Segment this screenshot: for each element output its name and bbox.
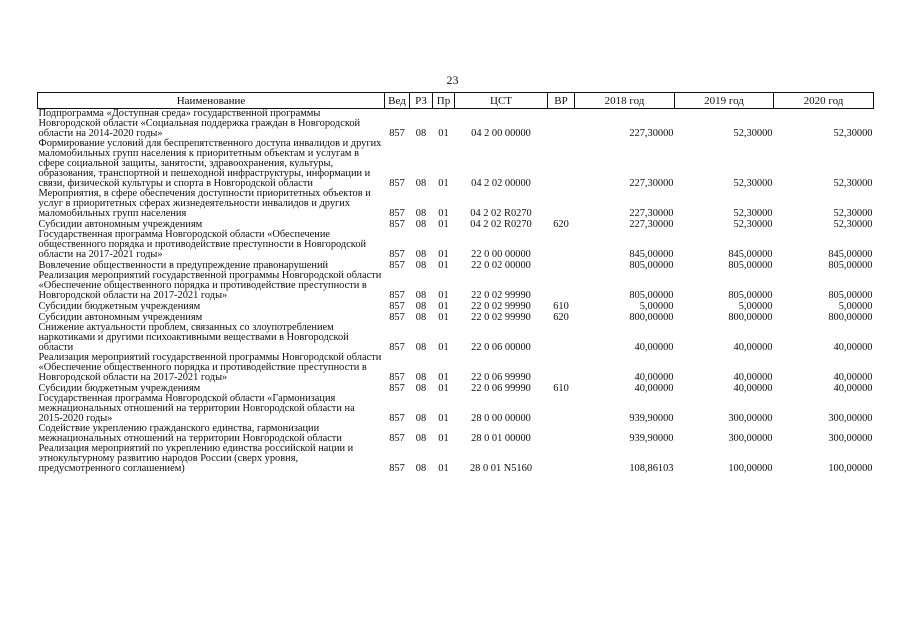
row-2018: 227,30000: [629, 178, 674, 189]
row-pr: 01: [438, 128, 449, 139]
row-cst: 22 0 00 00000: [471, 249, 531, 260]
row-2018: 108,86103: [629, 463, 674, 474]
row-name: Субсидии автономным учреждениям: [38, 219, 203, 230]
table-row: [38, 444, 874, 474]
row-ved: 857: [389, 128, 405, 139]
row-2020: 300,00000: [828, 433, 873, 444]
row-2020: 52,30000: [833, 219, 873, 230]
row-pr: 01: [438, 433, 449, 444]
row-name: Реализация мероприятий по укреплению единства российской нации и этнокультурному развитию народов России (сверх уровня, предусмотренного соглашением): [38, 443, 354, 474]
row-cst: 22 0 02 99990: [471, 301, 531, 312]
row-2020: 805,00000: [828, 260, 873, 271]
row-2020: 52,30000: [833, 128, 873, 139]
row-2019: 805,00000: [728, 260, 773, 271]
row-ved: 857: [389, 413, 405, 424]
row-ved: 857: [389, 342, 405, 353]
row-2018: 805,00000: [629, 290, 674, 301]
row-2019: 805,00000: [728, 290, 773, 301]
row-rz: 08: [415, 301, 427, 312]
row-vr: 620: [553, 312, 569, 323]
table-row: [38, 189, 874, 219]
row-ved: 857: [389, 249, 405, 260]
row-2019: 800,00000: [728, 312, 773, 323]
row-vr: [548, 271, 575, 301]
row-rz: 08: [415, 128, 427, 139]
row-rz: 08: [415, 433, 427, 444]
header-ved: Вед: [385, 93, 410, 109]
row-2019: 300,00000: [728, 433, 773, 444]
row-name: Государственная программа Новгородской области «Обеспечение общественного порядка и противодействие преступности в Новгородской области на 2017-2021 годы»: [38, 229, 367, 260]
row-rz: 08: [415, 260, 427, 271]
header-2019: 2019 год: [675, 93, 774, 109]
row-name: Снижение актуальности проблем, связанных со злоупотреблением наркотиками и другими психоактивными веществами в Новгородской области: [38, 322, 349, 353]
row-2019: 100,00000: [728, 463, 773, 474]
row-2018: 939,90000: [629, 413, 674, 424]
row-pr: 01: [438, 312, 449, 323]
row-name: Реализация мероприятий государственной программы Новгородской области «Обеспечение общественного порядка и противодействие преступности в Новгородской области на 2017-2021 годы»: [38, 352, 382, 383]
row-vr: [548, 139, 575, 189]
row-rz: 08: [415, 312, 427, 323]
row-2020: 845,00000: [828, 249, 873, 260]
table-row: [38, 323, 874, 353]
row-name: Субсидии бюджетным учреждениям: [38, 301, 201, 312]
row-2018: 939,90000: [629, 433, 674, 444]
row-pr: 01: [438, 249, 449, 260]
row-ved: 857: [389, 463, 405, 474]
row-vr: 610: [553, 301, 569, 312]
row-vr: [548, 394, 575, 424]
row-cst: 28 0 01 00000: [471, 433, 531, 444]
row-ved: 857: [389, 433, 405, 444]
row-pr: 01: [438, 383, 449, 394]
row-2020: 40,00000: [833, 383, 873, 394]
row-2020: 300,00000: [828, 413, 873, 424]
row-cst: 22 0 02 99990: [471, 312, 531, 323]
row-pr: 01: [438, 208, 449, 219]
row-vr: [548, 109, 575, 140]
row-2019: 5,00000: [738, 301, 773, 312]
header-2018: 2018 год: [575, 93, 675, 109]
row-2020: 52,30000: [833, 178, 873, 189]
table-body: [38, 109, 874, 475]
row-cst: 22 0 06 99990: [471, 383, 531, 394]
table-row: [38, 424, 874, 444]
row-rz: 08: [415, 178, 427, 189]
row-name: Субсидии бюджетным учреждениям: [38, 383, 201, 394]
row-2018: 805,00000: [629, 260, 674, 271]
row-cst: 22 0 02 99990: [471, 290, 531, 301]
row-2019: 40,00000: [733, 372, 773, 383]
row-cst: 28 0 01 N5160: [469, 463, 533, 474]
row-2018: 227,30000: [629, 208, 674, 219]
row-2019: 52,30000: [733, 128, 773, 139]
row-vr: [548, 323, 575, 353]
row-2020: 40,00000: [833, 342, 873, 353]
row-cst: 22 0 06 00000: [471, 342, 531, 353]
page-number: 23: [446, 73, 459, 87]
row-2018: 227,30000: [629, 219, 674, 230]
row-2019: 845,00000: [728, 249, 773, 260]
row-cst: 22 0 02 00000: [471, 260, 531, 271]
row-2018: 227,30000: [629, 128, 674, 139]
row-name: Подпрограмма «Доступная среда» государственной программы Новгородской области «Социальная поддержка граждан в Новгородской области на 2014-2020 годы»: [38, 108, 361, 139]
row-pr: 01: [438, 413, 449, 424]
header-vr: ВР: [548, 93, 575, 109]
budget-table: [37, 92, 874, 474]
row-2020: 805,00000: [828, 290, 873, 301]
table-row: [38, 301, 874, 312]
table-header-row: [38, 93, 874, 109]
row-2019: 52,30000: [733, 219, 773, 230]
header-rz: РЗ: [410, 93, 433, 109]
row-2019: 300,00000: [728, 413, 773, 424]
row-vr: [548, 424, 575, 444]
row-ved: 857: [389, 290, 405, 301]
row-vr: [548, 353, 575, 383]
row-vr: [548, 444, 575, 474]
row-2019: 52,30000: [733, 208, 773, 219]
table-row: [38, 230, 874, 260]
row-ved: 857: [389, 372, 405, 383]
row-2018: 800,00000: [629, 312, 674, 323]
row-name: Формирование условий для беспрепятственного доступа инвалидов и других маломобильных групп населения к приоритетным объектам и услугам в сфере социальной защиты, занятости, здравоохранения, культуры, образования, транспортной и пешеходной инфраструктуры, информации и связи, физической культуры и спорта в Новгородской области: [38, 138, 382, 189]
header-2020: 2020 год: [774, 93, 874, 109]
header-pr: Пр: [433, 93, 455, 109]
row-ved: 857: [389, 301, 405, 312]
row-2019: 52,30000: [733, 178, 773, 189]
row-ved: 857: [389, 260, 405, 271]
header-cst: ЦСТ: [455, 93, 548, 109]
row-cst: 28 0 00 00000: [471, 413, 531, 424]
row-name: Содействие укреплению гражданского единства, гармонизации межнациональных отношений на территории Новгородской области: [38, 423, 342, 444]
row-2019: 40,00000: [733, 342, 773, 353]
row-name: Вовлечение общественности в предупреждение правонарушений: [38, 260, 329, 271]
row-pr: 01: [438, 260, 449, 271]
row-2020: 40,00000: [833, 372, 873, 383]
row-pr: 01: [438, 372, 449, 383]
row-2018: 40,00000: [634, 383, 674, 394]
table-row: [38, 139, 874, 189]
row-name: Реализация мероприятий государственной программы Новгородской области «Обеспечение общественного порядка и противодействие преступности в Новгородской области на 2017-2021 годы»: [38, 270, 382, 301]
row-pr: 01: [438, 178, 449, 189]
row-ved: 857: [389, 208, 405, 219]
row-ved: 857: [389, 383, 405, 394]
row-2018: 40,00000: [634, 342, 674, 353]
row-vr: 620: [553, 219, 569, 230]
row-2018: 845,00000: [629, 249, 674, 260]
row-rz: 08: [415, 219, 427, 230]
row-cst: 04 2 02 R0270: [470, 208, 532, 219]
header-name: Наименование: [38, 93, 385, 109]
row-name: Субсидии автономным учреждениям: [38, 312, 203, 323]
row-vr: [548, 189, 575, 219]
row-rz: 08: [415, 342, 427, 353]
row-cst: 04 2 02 00000: [471, 178, 531, 189]
row-name: Государственная программа Новгородской области «Гармонизация межнациональных отношений на территории Новгородской области на 2015-2020 годы»: [38, 393, 355, 424]
row-vr: 610: [553, 383, 569, 394]
row-2020: 52,30000: [833, 208, 873, 219]
row-vr: [548, 260, 575, 271]
row-2018: 5,00000: [639, 301, 674, 312]
row-rz: 08: [415, 463, 427, 474]
table-row: [38, 353, 874, 383]
table-row: [38, 394, 874, 424]
row-pr: 01: [438, 301, 449, 312]
row-rz: 08: [415, 383, 427, 394]
row-pr: 01: [438, 290, 449, 301]
row-cst: 04 2 02 R0270: [470, 219, 532, 230]
row-2020: 5,00000: [838, 301, 873, 312]
row-2019: 40,00000: [733, 383, 773, 394]
row-ved: 857: [389, 178, 405, 189]
row-pr: 01: [438, 219, 449, 230]
row-ved: 857: [389, 219, 405, 230]
row-rz: 08: [415, 208, 427, 219]
row-cst: 22 0 06 99990: [471, 372, 531, 383]
row-2020: 100,00000: [828, 463, 873, 474]
row-pr: 01: [438, 463, 449, 474]
row-ved: 857: [389, 312, 405, 323]
table-row: [38, 271, 874, 301]
row-rz: 08: [415, 249, 427, 260]
row-name: Мероприятия, в сфере обеспечения доступности приоритетных объектов и услуг в приоритетных сферах жизнедеятельности инвалидов и других маломобильных групп населения: [38, 188, 371, 219]
row-pr: 01: [438, 342, 449, 353]
row-vr: [548, 230, 575, 260]
table-row: [38, 109, 874, 140]
row-rz: 08: [415, 290, 427, 301]
row-2018: 40,00000: [634, 372, 674, 383]
row-cst: 04 2 00 00000: [471, 128, 531, 139]
row-rz: 08: [415, 413, 427, 424]
row-2020: 800,00000: [828, 312, 873, 323]
row-rz: 08: [415, 372, 427, 383]
